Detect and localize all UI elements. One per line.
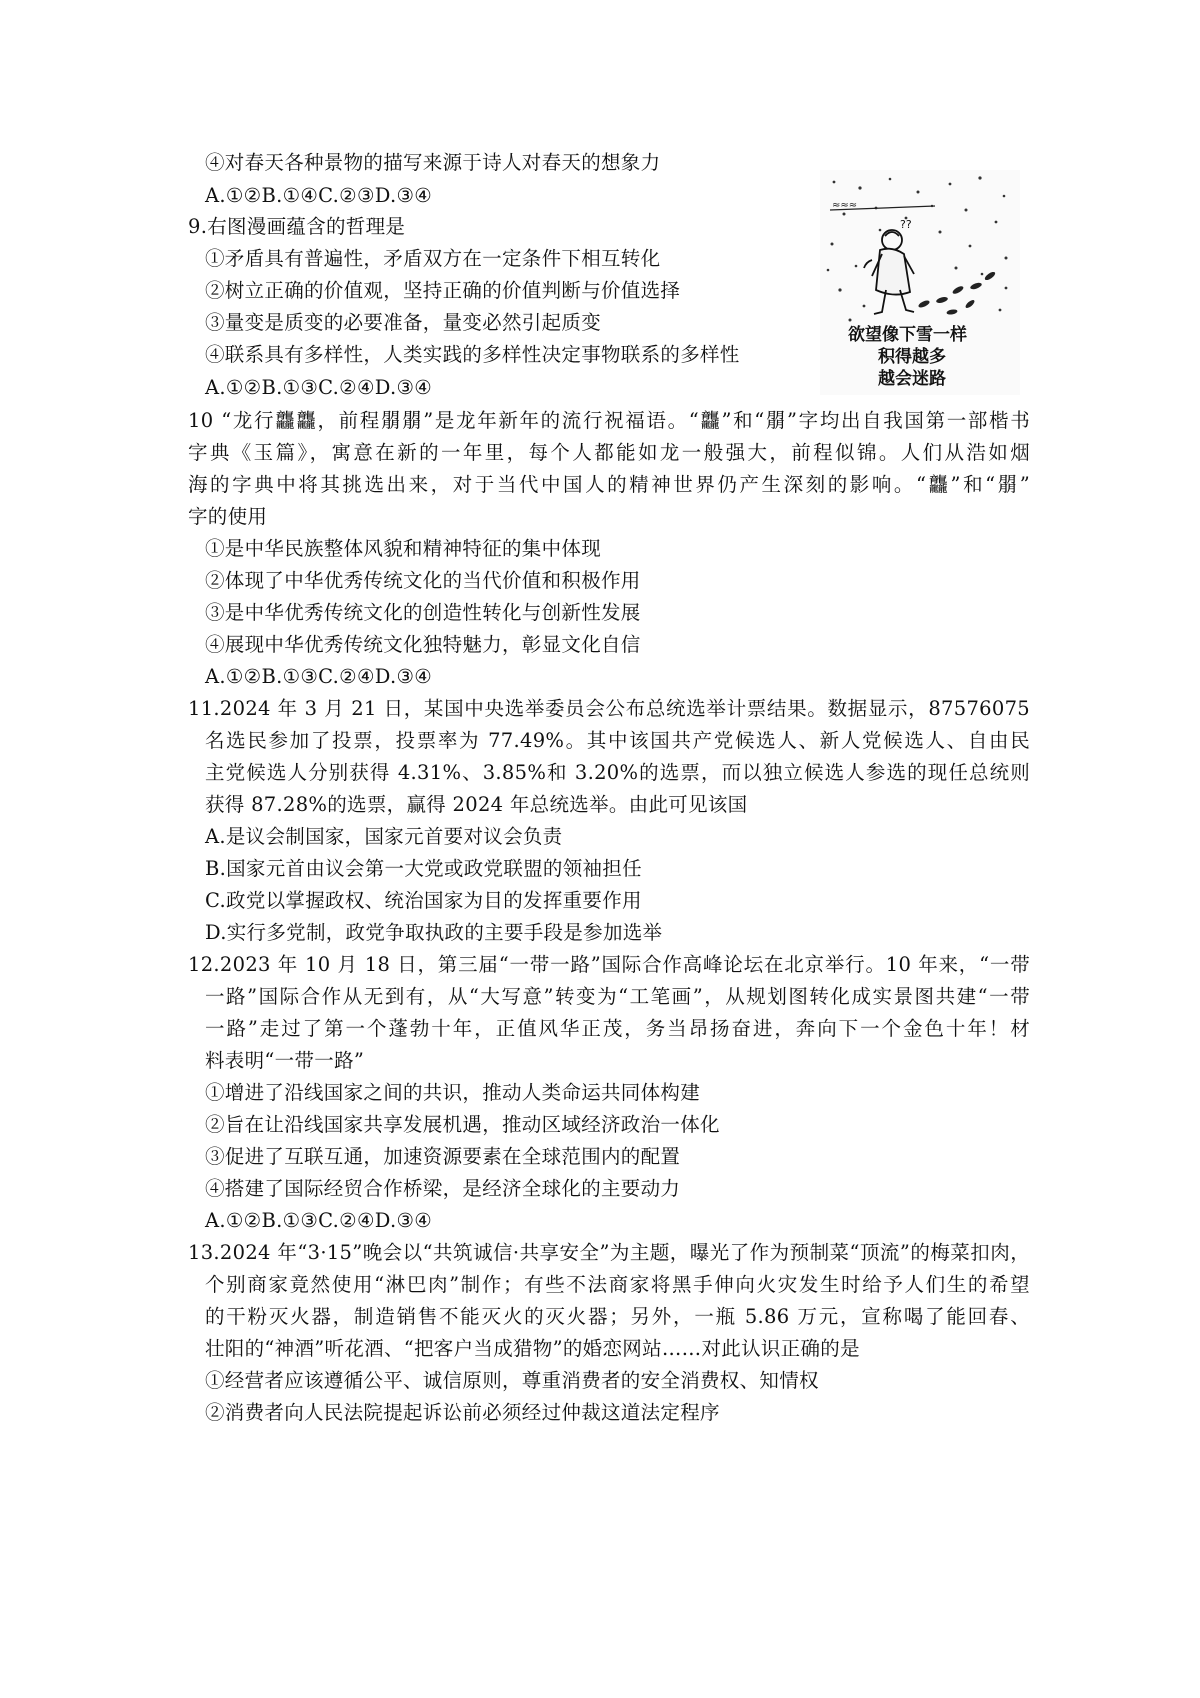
q13-option-1: ①经营者应该遵循公平、诚信原则，尊重消费者的安全消费权、知情权 bbox=[205, 1369, 819, 1392]
cartoon-illustration bbox=[820, 170, 1020, 395]
q12-stem-line-4: 料表明“一带一路” bbox=[205, 1049, 365, 1072]
q9-option-1: ①矛盾具有普遍性，矛盾双方在一定条件下相互转化 bbox=[205, 247, 661, 270]
q8-option-4: ④对春天各种景物的描写来源于诗人对春天的想象力 bbox=[205, 151, 661, 174]
q10-stem-line-4: 字的使用 bbox=[188, 505, 268, 528]
svg-text:≈≈≈: ≈≈≈ bbox=[832, 200, 858, 211]
q9-stem: 9.右图漫画蕴含的哲理是 bbox=[188, 215, 406, 238]
q12-option-1: ①增进了沿线国家之间的共识，推动人类命运共同体构建 bbox=[205, 1081, 701, 1104]
q10-option-3: ③是中华优秀传统文化的创造性转化与创新性发展 bbox=[205, 601, 641, 624]
q13-option-2: ②消费者向人民法院提起诉讼前必须经过仲裁这道法定程序 bbox=[205, 1401, 720, 1424]
q10-stem-line-1: 10 “龙行龘龘，前程朤朤”是龙年新年的流行祝福语。“龘”和“朤”字均出自我国第一部楷书 bbox=[188, 409, 1030, 432]
q10-option-4: ④展现中华优秀传统文化独特魅力，彰显文化自信 bbox=[205, 633, 641, 656]
q12-option-2: ②旨在让沿线国家共享发展机遇，推动区域经济政治一体化 bbox=[205, 1113, 720, 1136]
q13-stem-line-3: 的干粉灭火器，制造销售不能灭火的灭火器；另外，一瓶 5.86 万元，宣称喝了能回春、 bbox=[205, 1305, 1030, 1328]
q12-stem-line-2: 一路”国际合作从无到有，从“大写意”转变为“工笔画”，从规划图转化成实景图共建“一带 bbox=[205, 985, 1030, 1008]
q10-stem-line-2: 字典《玉篇》，寓意在新的一年里，每个人都能如龙一般强大，前程似锦。人们从浩如烟 bbox=[188, 441, 1030, 464]
cartoon-caption-line-3: 越会迷路 bbox=[878, 369, 946, 389]
q11-option-a: A.是议会制国家，国家元首要对议会负责 bbox=[205, 825, 563, 848]
q11-option-c: C.政党以掌握政权、统治国家为目的发挥重要作用 bbox=[205, 889, 642, 912]
q10-option-2: ②体现了中华优秀传统文化的当代价值和积极作用 bbox=[205, 569, 641, 592]
q12-choices: A.①②B.①③C.②④D.③④ bbox=[205, 1209, 433, 1232]
q11-stem-line-4: 获得 87.28%的选票，赢得 2024 年总统选举。由此可见该国 bbox=[205, 793, 748, 816]
q13-stem-line-4: 壮阳的“神酒”听花酒、“把客户当成猎物”的婚恋网站……对此认识正确的是 bbox=[205, 1337, 860, 1360]
q11-stem-line-2: 名选民参加了投票，投票率为 77.49%。其中该国共产党候选人、新人党候选人、自由民 bbox=[205, 729, 1030, 752]
q11-stem-line-1: 11.2024 年 3 月 21 日，某国中央选举委员会公布总统选举计票结果。数据显示，87576075 bbox=[188, 697, 1030, 720]
q10-choices: A.①②B.①③C.②④D.③④ bbox=[205, 665, 433, 688]
cartoon-caption-line-1: 欲望像下雪一样 bbox=[848, 325, 967, 345]
q13-stem-line-2: 个别商家竟然使用“淋巴肉”制作；有些不法商家将黑手伸向火灾发生时给予人们生的希望 bbox=[205, 1273, 1030, 1296]
q9-choices: A.①②B.①③C.②④D.③④ bbox=[205, 376, 433, 399]
q8-choices: A.①②B.①④C.②③D.③④ bbox=[205, 184, 433, 207]
q11-option-b: B.国家元首由议会第一大党或政党联盟的领袖担任 bbox=[205, 857, 642, 880]
q9-option-4: ④联系具有多样性，人类实践的多样性决定事物联系的多样性 bbox=[205, 343, 740, 366]
q12-stem-line-1: 12.2023 年 10 月 18 日，第三届“一带一路”国际合作高峰论坛在北京举行。10 年来，“一带 bbox=[188, 953, 1030, 976]
q11-stem-line-3: 主党候选人分别获得 4.31%、3.85%和 3.20%的选票，而以独立候选人参选的现任总统则 bbox=[205, 761, 1030, 784]
question-mark-text: ?? bbox=[900, 218, 912, 231]
q9-cartoon-figure bbox=[820, 170, 1020, 395]
q12-option-3: ③促进了互联互通，加速资源要素在全球范围内的配置 bbox=[205, 1145, 681, 1168]
cartoon-caption-line-2: 积得越多 bbox=[878, 347, 946, 367]
q9-option-2: ②树立正确的价值观，坚持正确的价值判断与价值选择 bbox=[205, 279, 681, 302]
q12-option-4: ④搭建了国际经贸合作桥梁，是经济全球化的主要动力 bbox=[205, 1177, 681, 1200]
q9-option-3: ③量变是质变的必要准备，量变必然引起质变 bbox=[205, 311, 602, 334]
q10-option-1: ①是中华民族整体风貌和精神特征的集中体现 bbox=[205, 537, 602, 560]
q12-stem-line-3: 一路”走过了第一个蓬勃十年，正值风华正茂，务当昂扬奋进，奔向下一个金色十年！材 bbox=[205, 1017, 1030, 1040]
q11-option-d: D.实行多党制，政党争取执政的主要手段是参加选举 bbox=[205, 921, 663, 944]
q10-stem-line-3: 海的字典中将其挑选出来，对于当代中国人的精神世界仍产生深刻的影响。“龘”和“朤” bbox=[188, 473, 1030, 496]
q13-stem-line-1: 13.2024 年“3·15”晚会以“共筑诚信·共享安全”为主题，曝光了作为预制菜“顶流”的梅菜扣肉， bbox=[188, 1241, 1030, 1264]
